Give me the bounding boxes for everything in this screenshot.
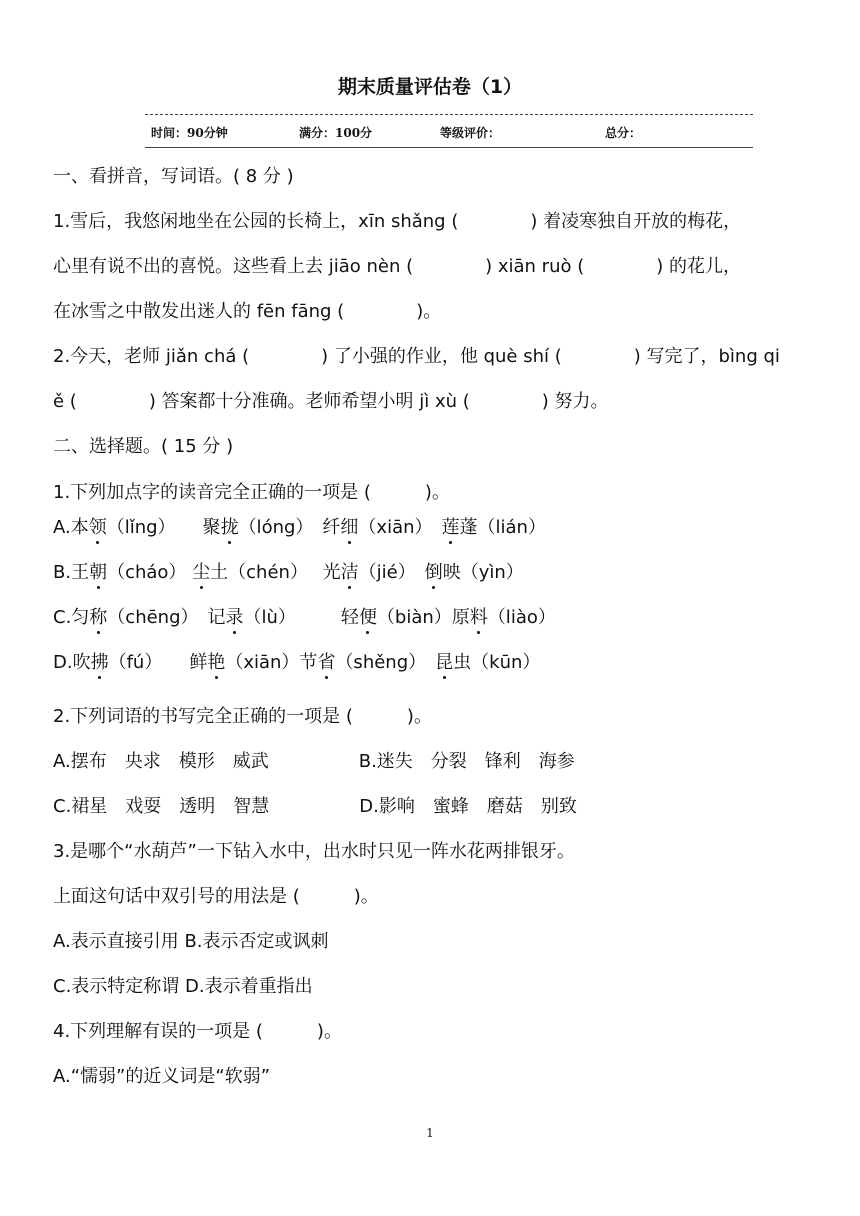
q4-option-a: A.“懦弱”的近义词是“软弱” bbox=[53, 1066, 271, 1087]
dotted-char: 细 bbox=[340, 517, 359, 538]
q1-option-d: D.吹拂（fú） 鲜艳（xiān）节省（shěng） 昆虫（kūn） bbox=[53, 652, 541, 673]
dotted-char: 朝 bbox=[89, 562, 108, 583]
q1-option-a: A.本领（lǐng） 聚拢（lóng） 纤细（xiān） 莲蓬（lián） bbox=[53, 517, 546, 538]
q3-options-cd: C.表示特定称谓 D.表示着重指出 bbox=[53, 976, 313, 997]
exam-info-bar bbox=[145, 114, 753, 148]
dotted-char: 尘 bbox=[192, 562, 211, 583]
q1-option-c: C.匀称（chēng） 记录（lù） 轻便（biàn）原料（liào） bbox=[53, 607, 556, 628]
page-title: 期末质量评估卷（1） bbox=[337, 76, 523, 98]
dotted-char: 领 bbox=[88, 517, 107, 538]
q1-option-b: B.王朝（cháo） 尘土（chén） 光洁（jié） 倒映（yìn） bbox=[53, 562, 524, 583]
total-score: 总分： bbox=[605, 126, 642, 140]
s1-line-3: 在冰雪之中散发出迷人的 fēn fāng ( )。 bbox=[53, 301, 442, 322]
page-number: 1 bbox=[426, 1126, 434, 1140]
grade-evaluation: 等级评价： bbox=[440, 126, 501, 140]
dotted-char: 拂 bbox=[90, 652, 109, 673]
q3-stem: 3.是哪个“水葫芦”一下钻入水中，出水时只见一阵水花两排银牙。 bbox=[53, 841, 575, 862]
section-1-heading: 一、看拼音，写词语。( 8 分 ) bbox=[53, 166, 294, 187]
dotted-char: 倒 bbox=[424, 562, 443, 583]
s1-line-2: 心里有说不出的喜悦。这些看上去 jiāo nèn ( ) xiān ruò ( ) 的花儿， bbox=[53, 256, 741, 277]
dotted-char: 洁 bbox=[340, 562, 359, 583]
dotted-char: 料 bbox=[469, 607, 488, 628]
dotted-char: 艳 bbox=[207, 652, 226, 673]
s1-line-4: 2.今天，老师 jiǎn chá ( ) 了小强的作业，他 què shí ( ) 写完了，bìng qi bbox=[53, 346, 780, 367]
full-score: 满分：100分 bbox=[299, 126, 373, 140]
dotted-char: 拢 bbox=[220, 517, 239, 538]
q2-options-cd: C.裙星 戏耍 透明 智慧 D.影响 蜜蜂 磨菇 别致 bbox=[53, 796, 577, 817]
q2-options-ab: A.摆布 央求 模形 威武 B.迷失 分裂 锋利 海参 bbox=[53, 751, 575, 772]
dotted-char: 莲 bbox=[441, 517, 460, 538]
q4-stem: 4.下列理解有误的一项是 ( )。 bbox=[53, 1021, 342, 1042]
q1-stem: 1.下列加点字的读音完全正确的一项是 ( )。 bbox=[53, 482, 450, 503]
dotted-char: 录 bbox=[225, 607, 244, 628]
q3-question: 上面这句话中双引号的用法是 ( )。 bbox=[53, 886, 379, 907]
dotted-char: 昆 bbox=[435, 652, 454, 673]
time-limit: 时间：90分钟 bbox=[151, 126, 228, 140]
dotted-char: 便 bbox=[358, 607, 377, 628]
dotted-char: 称 bbox=[89, 607, 108, 628]
dotted-char: 省 bbox=[317, 652, 336, 673]
s1-line-5: ě ( ) 答案都十分准确。老师希望小明 jì xù ( ) 努力。 bbox=[53, 391, 609, 412]
section-2-heading: 二、选择题。( 15 分 ) bbox=[53, 436, 234, 457]
q3-options-ab: A.表示直接引用 B.表示否定或讽刺 bbox=[53, 931, 329, 952]
q2-stem: 2.下列词语的书写完全正确的一项是 ( )。 bbox=[53, 706, 432, 727]
s1-line-1: 1.雪后，我悠闲地坐在公园的长椅上，xīn shǎng ( ) 着凌寒独自开放的梅花， bbox=[53, 211, 742, 232]
